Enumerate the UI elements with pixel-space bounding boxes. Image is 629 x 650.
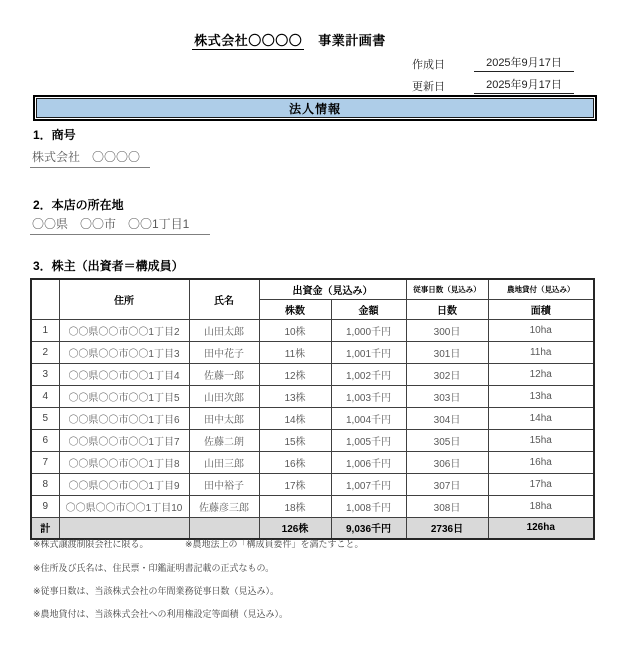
total-name-cell [189, 517, 259, 539]
shares-cell: 12株 [259, 363, 331, 385]
table-row [31, 495, 594, 517]
corporate-info-banner-label: 法人情報 [36, 98, 594, 118]
page-title [0, 30, 578, 49]
name-cell: 田中裕子 [189, 473, 259, 495]
section-heading-shareholders: 3．株主（出資者＝構成員） [33, 259, 184, 273]
row-number: 5 [31, 407, 59, 429]
shares-cell: 10株 [259, 319, 331, 341]
name-cell: 山田次郎 [189, 385, 259, 407]
row-number: 6 [31, 429, 59, 451]
shareholders-table [30, 278, 595, 540]
total-address-cell [59, 517, 189, 539]
days-cell: 303日 [406, 385, 488, 407]
address-cell: 〇〇県〇〇市〇〇1丁目6 [59, 407, 189, 429]
table-row [31, 363, 594, 385]
days-cell: 305日 [406, 429, 488, 451]
title-company-name: 株式会社〇〇〇〇 [194, 33, 303, 48]
row-number: 1 [31, 319, 59, 341]
name-cell: 佐藤一郎 [189, 363, 259, 385]
header-index [31, 279, 59, 319]
shares-cell: 14株 [259, 407, 331, 429]
table-row [31, 341, 594, 363]
table-row [31, 451, 594, 473]
amount-cell: 1,003千円 [331, 385, 406, 407]
created-date-value[interactable]: 2025年9月17日 [474, 54, 574, 72]
table-row [31, 429, 594, 451]
area-cell: 12ha [488, 363, 594, 385]
total-label: 計 [31, 517, 59, 539]
name-cell: 佐藤彦三郎 [189, 495, 259, 517]
area-cell: 10ha [488, 319, 594, 341]
shares-cell: 16株 [259, 451, 331, 473]
days-cell: 302日 [406, 363, 488, 385]
address-cell: 〇〇県〇〇市〇〇1丁目3 [59, 341, 189, 363]
address-cell: 〇〇県〇〇市〇〇1丁目9 [59, 473, 189, 495]
section-heading-head-office: 2．本店の所在地 [33, 198, 124, 212]
row-number: 4 [31, 385, 59, 407]
row-number: 3 [31, 363, 59, 385]
updated-date-value[interactable]: 2025年9月17日 [474, 76, 574, 94]
corporate-info-banner [33, 95, 597, 121]
header-name: 氏名 [189, 279, 259, 319]
note-farmland-lease-definition: ※農地貸付は、当該株式会社への利用権設定等面積（見込み）。 [33, 609, 289, 619]
header-area: 面積 [488, 299, 594, 319]
address-cell: 〇〇県〇〇市〇〇1丁目8 [59, 451, 189, 473]
total-amount: 9,036千円 [331, 517, 406, 539]
days-cell: 307日 [406, 473, 488, 495]
row-number: 2 [31, 341, 59, 363]
table-row [31, 407, 594, 429]
header-working-days-group: 従事日数（見込み） [406, 279, 488, 299]
name-cell: 田中花子 [189, 341, 259, 363]
note-official-address-name: ※住所及び氏名は、住民票・印鑑証明書記載の正式なもの。 [33, 563, 275, 573]
area-cell: 14ha [488, 407, 594, 429]
name-cell: 佐藤二朗 [189, 429, 259, 451]
row-number: 7 [31, 451, 59, 473]
address-cell: 〇〇県〇〇市〇〇1丁目4 [59, 363, 189, 385]
note-working-days-definition: ※従事日数は、当該株式会社の年間業務従事日数（見込み）。 [33, 586, 280, 596]
days-cell: 306日 [406, 451, 488, 473]
table-row [31, 319, 594, 341]
table-total-row [31, 517, 594, 539]
note-stock-transfer-restriction: ※株式譲渡制限会社に限る。 [33, 539, 149, 549]
header-amount: 金額 [331, 299, 406, 319]
area-cell: 17ha [488, 473, 594, 495]
days-cell: 308日 [406, 495, 488, 517]
area-cell: 13ha [488, 385, 594, 407]
amount-cell: 1,002千円 [331, 363, 406, 385]
row-number: 8 [31, 473, 59, 495]
updated-date-label: 更新日 [412, 81, 445, 93]
area-cell: 11ha [488, 341, 594, 363]
days-cell: 300日 [406, 319, 488, 341]
section-heading-trade-name: 1．商号 [33, 128, 76, 142]
header-investment-group: 出資金（見込み） [259, 279, 406, 299]
note-member-requirement: ※農地法上の「構成員要件」を満たすこと。 [185, 539, 364, 549]
address-cell: 〇〇県〇〇市〇〇1丁目2 [59, 319, 189, 341]
address-cell: 〇〇県〇〇市〇〇1丁目7 [59, 429, 189, 451]
total-days: 2736日 [406, 517, 488, 539]
total-shares: 126株 [259, 517, 331, 539]
name-cell: 田中太郎 [189, 407, 259, 429]
shares-cell: 15株 [259, 429, 331, 451]
amount-cell: 1,007千円 [331, 473, 406, 495]
amount-cell: 1,004千円 [331, 407, 406, 429]
area-cell: 16ha [488, 451, 594, 473]
row-number: 9 [31, 495, 59, 517]
amount-cell: 1,008千円 [331, 495, 406, 517]
amount-cell: 1,005千円 [331, 429, 406, 451]
address-cell: 〇〇県〇〇市〇〇1丁目5 [59, 385, 189, 407]
total-area: 126ha [488, 517, 594, 539]
shares-cell: 18株 [259, 495, 331, 517]
table-row [31, 385, 594, 407]
title-document-type: 事業計画書 [318, 33, 386, 48]
updated-date-row [412, 76, 602, 94]
header-shares: 株数 [259, 299, 331, 319]
created-date-label: 作成日 [412, 59, 445, 71]
area-cell: 18ha [488, 495, 594, 517]
header-address: 住所 [59, 279, 189, 319]
name-cell: 山田太郎 [189, 319, 259, 341]
shares-cell: 11株 [259, 341, 331, 363]
trade-name-value[interactable]: 株式会社 〇〇〇〇 [30, 148, 150, 168]
shares-cell: 17株 [259, 473, 331, 495]
name-cell: 山田三郎 [189, 451, 259, 473]
shares-cell: 13株 [259, 385, 331, 407]
days-cell: 304日 [406, 407, 488, 429]
table-row [31, 473, 594, 495]
amount-cell: 1,000千円 [331, 319, 406, 341]
area-cell: 15ha [488, 429, 594, 451]
shareholder-table-body [31, 319, 594, 517]
amount-cell: 1,006千円 [331, 451, 406, 473]
header-days: 日数 [406, 299, 488, 319]
days-cell: 301日 [406, 341, 488, 363]
header-farmland-lease-group: 農地貸付（見込み） [488, 279, 594, 299]
head-office-value[interactable]: 〇〇県 〇〇市 〇〇1丁目1 [30, 215, 210, 235]
created-date-row [412, 54, 602, 72]
address-cell: 〇〇県〇〇市〇〇1丁目10 [59, 495, 189, 517]
table-header-row-1 [31, 279, 594, 299]
amount-cell: 1,001千円 [331, 341, 406, 363]
